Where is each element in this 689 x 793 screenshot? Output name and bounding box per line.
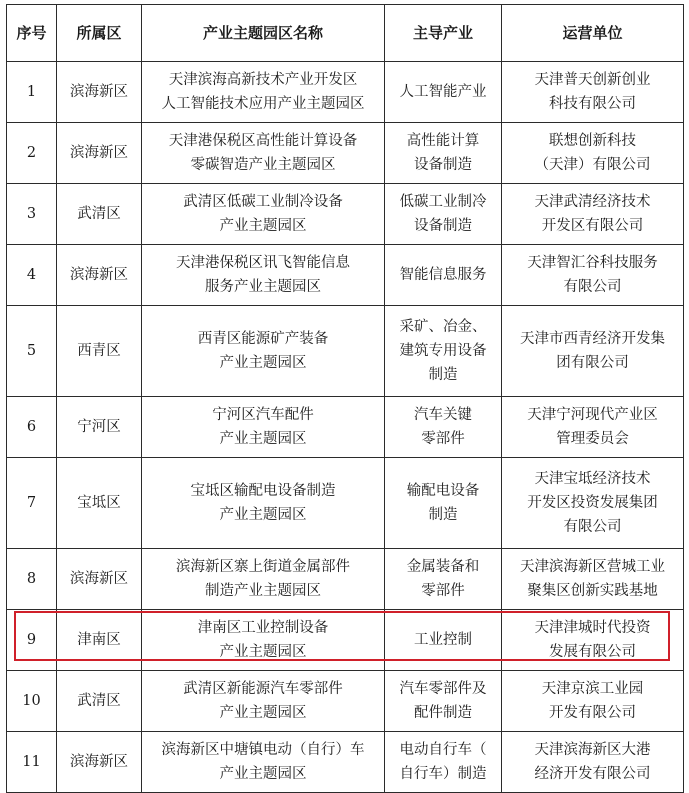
row-industry-line: 制造 — [428, 367, 458, 383]
table-body — [7, 62, 684, 793]
row-operator-line: 联想创新科技 — [549, 133, 636, 149]
row-operator-line: 天津滨海新区大港 — [534, 742, 651, 758]
row-operator — [502, 458, 684, 549]
row-industry — [385, 610, 502, 671]
row-operator — [502, 549, 684, 610]
row-park-name — [142, 306, 385, 397]
row-operator-line: 天津市西青经济开发集 — [520, 331, 665, 347]
row-operator-line: 开发区投资发展集团 — [527, 495, 658, 511]
park-table-wrapper — [6, 4, 683, 793]
row-industry-line: 高性能计算 — [406, 133, 480, 149]
row-operator-line: 科技有限公司 — [549, 96, 636, 112]
row-operator-line: 天津宝坻经济技术 — [534, 471, 651, 487]
row-operator — [502, 62, 684, 123]
row-park-name-line: 产业主题园区 — [219, 218, 307, 234]
row-park-name-line: 滨海新区寨上街道金属部件 — [176, 559, 350, 575]
row-park-name — [142, 245, 385, 306]
table-row — [7, 245, 684, 306]
row-district: 武清区 — [57, 184, 142, 245]
row-industry — [385, 245, 502, 306]
row-operator — [502, 397, 684, 458]
row-industry-line: 设备制造 — [414, 218, 472, 234]
row-index: 8 — [7, 549, 57, 610]
row-park-name-line: 武清区新能源汽车零部件 — [183, 681, 343, 697]
row-operator-line: 管理委员会 — [556, 431, 629, 447]
table-row — [7, 62, 684, 123]
row-operator-line: 开发有限公司 — [549, 705, 636, 721]
row-industry-line: 人工智能产业 — [399, 84, 487, 100]
row-park-name-line: 武清区低碳工业制冷设备 — [183, 194, 343, 210]
row-industry — [385, 184, 502, 245]
table-row — [7, 397, 684, 458]
row-industry-line: 设备制造 — [414, 157, 472, 173]
row-operator — [502, 184, 684, 245]
row-operator-line: 天津智汇谷科技服务 — [527, 255, 658, 271]
table-row — [7, 306, 684, 397]
row-operator-line: 天津武清经济技术 — [534, 194, 651, 210]
row-park-name — [142, 732, 385, 793]
row-district: 滨海新区 — [57, 123, 142, 184]
row-park-name-line: 天津滨海高新技术产业开发区 — [168, 72, 358, 88]
row-operator — [502, 671, 684, 732]
header-operator: 运营单位 — [502, 5, 684, 62]
table-row — [7, 458, 684, 549]
row-operator-line: 团有限公司 — [556, 355, 629, 371]
row-park-name-line: 宁河区汽车配件 — [212, 407, 314, 423]
row-industry-line: 自行车）制造 — [399, 766, 487, 782]
row-industry-line: 低碳工业制冷 — [399, 194, 487, 210]
row-operator-line: 天津滨海新区营城工业 — [520, 559, 665, 575]
row-industry-line: 制造 — [428, 507, 458, 523]
row-operator-line: 有限公司 — [563, 279, 622, 295]
header-district: 所属区 — [57, 5, 142, 62]
row-park-name-line: 产业主题园区 — [219, 644, 307, 660]
row-index: 11 — [7, 732, 57, 793]
row-district: 宁河区 — [57, 397, 142, 458]
header-industry: 主导产业 — [385, 5, 502, 62]
row-park-name-line: 津南区工业控制设备 — [197, 620, 329, 636]
row-park-name-line: 天津港保税区讯飞智能信息 — [176, 255, 350, 271]
row-park-name — [142, 184, 385, 245]
row-industry-line: 建筑专用设备 — [399, 343, 487, 359]
row-industry — [385, 732, 502, 793]
table-row — [7, 184, 684, 245]
row-operator-line: 发展有限公司 — [549, 644, 636, 660]
row-industry — [385, 123, 502, 184]
row-index: 1 — [7, 62, 57, 123]
row-park-name-line: 产业主题园区 — [219, 355, 307, 371]
row-park-name-line: 产业主题园区 — [219, 766, 307, 782]
row-park-name — [142, 671, 385, 732]
row-operator-line: （天津）有限公司 — [534, 157, 651, 173]
row-industry-line: 零部件 — [421, 431, 465, 447]
table-row — [7, 732, 684, 793]
row-industry-line: 采矿、冶金、 — [399, 319, 487, 335]
row-operator-line: 经济开发有限公司 — [534, 766, 651, 782]
row-district: 滨海新区 — [57, 245, 142, 306]
row-district: 滨海新区 — [57, 732, 142, 793]
row-index: 9 — [7, 610, 57, 671]
row-operator-line: 天津津城时代投资 — [534, 620, 651, 636]
row-industry — [385, 306, 502, 397]
row-industry-line: 金属装备和 — [406, 559, 480, 575]
row-operator-line: 天津普天创新创业 — [534, 72, 651, 88]
row-industry — [385, 62, 502, 123]
row-operator-line: 有限公司 — [563, 519, 622, 535]
table-row — [7, 671, 684, 732]
table-row — [7, 123, 684, 184]
table-header-row — [7, 5, 684, 62]
header-index: 序号 — [7, 5, 57, 62]
park-table — [6, 4, 684, 793]
row-park-name — [142, 549, 385, 610]
row-operator — [502, 245, 684, 306]
row-industry-line: 汽车零部件及 — [399, 681, 487, 697]
row-park-name — [142, 62, 385, 123]
table-row — [7, 549, 684, 610]
row-park-name-line: 西青区能源矿产装备 — [197, 331, 329, 347]
row-industry-line: 智能信息服务 — [399, 267, 487, 283]
row-park-name-line: 制造产业主题园区 — [205, 583, 321, 599]
row-district: 宝坻区 — [57, 458, 142, 549]
row-industry-line: 电动自行车（ — [399, 742, 487, 758]
row-park-name-line: 产业主题园区 — [219, 705, 307, 721]
row-park-name-line: 滨海新区中塘镇电动（自行）车 — [161, 742, 365, 758]
row-industry — [385, 458, 502, 549]
row-park-name — [142, 610, 385, 671]
row-operator-line: 天津京滨工业园 — [541, 681, 644, 697]
row-industry — [385, 549, 502, 610]
table-row — [7, 610, 684, 671]
row-operator — [502, 732, 684, 793]
row-industry-line: 汽车关键 — [414, 407, 472, 423]
row-industry-line: 零部件 — [421, 583, 465, 599]
row-operator — [502, 610, 684, 671]
row-index: 6 — [7, 397, 57, 458]
row-park-name-line: 服务产业主题园区 — [205, 279, 321, 295]
row-industry-line: 工业控制 — [414, 632, 472, 648]
row-operator — [502, 306, 684, 397]
row-park-name-line: 人工智能技术应用产业主题园区 — [161, 96, 365, 112]
header-park-name: 产业主题园区名称 — [142, 5, 385, 62]
row-operator-line: 天津宁河现代产业区 — [527, 407, 658, 423]
row-park-name — [142, 397, 385, 458]
row-park-name-line: 产业主题园区 — [219, 507, 307, 523]
row-park-name-line: 天津港保税区高性能计算设备 — [168, 133, 358, 149]
row-operator — [502, 123, 684, 184]
row-index: 5 — [7, 306, 57, 397]
row-index: 7 — [7, 458, 57, 549]
row-district: 津南区 — [57, 610, 142, 671]
row-index: 4 — [7, 245, 57, 306]
row-industry — [385, 397, 502, 458]
row-operator-line: 聚集区创新实践基地 — [527, 583, 658, 599]
row-index: 10 — [7, 671, 57, 732]
row-operator-line: 开发区有限公司 — [541, 218, 644, 234]
row-park-name-line: 零碳智造产业主题园区 — [190, 157, 336, 173]
row-district: 西青区 — [57, 306, 142, 397]
row-district: 滨海新区 — [57, 62, 142, 123]
row-index: 2 — [7, 123, 57, 184]
row-industry-line: 配件制造 — [414, 705, 472, 721]
row-park-name-line: 产业主题园区 — [219, 431, 307, 447]
row-index: 3 — [7, 184, 57, 245]
row-park-name-line: 宝坻区输配电设备制造 — [190, 483, 336, 499]
row-industry — [385, 671, 502, 732]
row-district: 武清区 — [57, 671, 142, 732]
row-park-name — [142, 458, 385, 549]
row-park-name — [142, 123, 385, 184]
row-district: 滨海新区 — [57, 549, 142, 610]
row-industry-line: 输配电设备 — [406, 483, 480, 499]
